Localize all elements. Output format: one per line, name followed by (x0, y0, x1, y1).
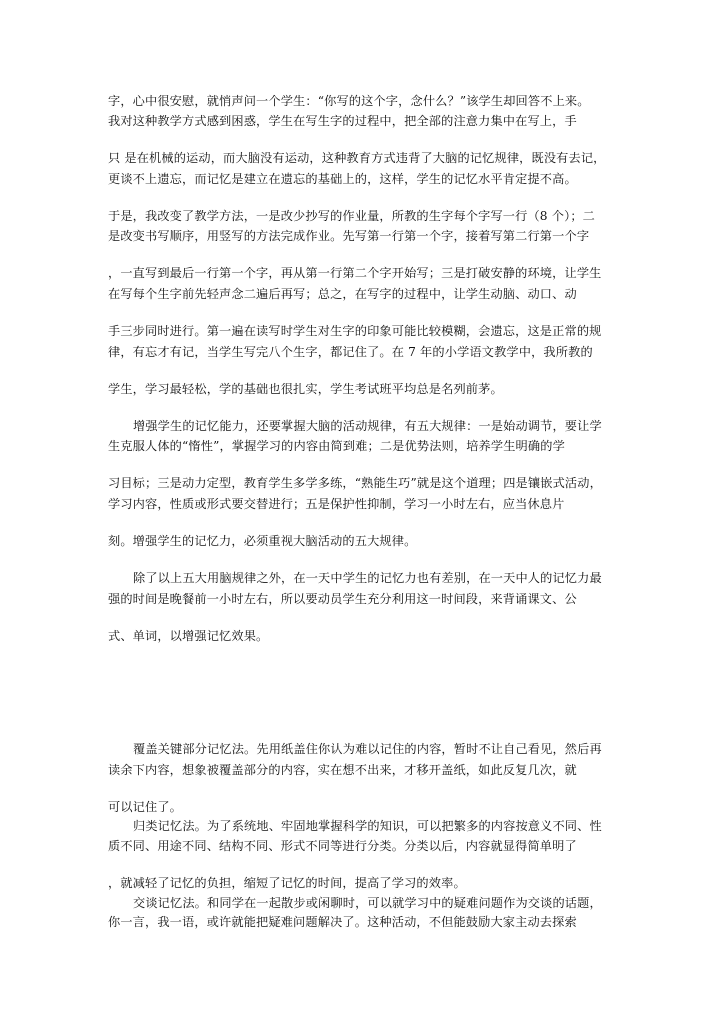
text-line: 刻。增强学生的记忆力，必须重视大脑活动的五大规律。 (108, 534, 417, 548)
text-line: 可以记住了。 (108, 800, 183, 814)
text-line: 归类记忆法。为了系统地、牢固地掌握科学的知识，可以把繁多的内容按意义不同、性 (133, 819, 602, 833)
text-line: ，一直写到最后一行第一个字，再从第一行第二个字开始写；三是打破安静的环境，让学生 (108, 266, 602, 280)
text-line: 质不同、用途不同、结构不同、形式不同等进行分类。分类以后，内容就显得简单明了 (108, 839, 577, 853)
text-line: 生克服人体的“惰性”，掌握学习的内容由简到难；二是优势法则，培养学生明确的学 (108, 439, 565, 453)
text-line: 覆盖关键部分记忆法。先用纸盖住你认为难以记住的内容，暂时不让自己看见，然后再 (133, 742, 602, 756)
text-line: 式、单词，以增强记忆效果。 (108, 629, 269, 643)
text-line: 你一言，我一语，或许就能把疑难问题解决了。这种活动，不但能鼓励大家主动去探索 (108, 915, 577, 929)
text-line: 交谈记忆法。和同学在一起散步或闲聊时，可以就学习中的疑难问题作为交谈的话题， (133, 896, 602, 910)
text-line: 读余下内容，想象被覆盖部分的内容，实在想不出来，才移开盖纸，如此反复几次，就 (108, 763, 577, 777)
text-line: 律，有忘才有记，当学生写完八个生字，都记住了。在 7 年的小学语文教学中，我所教的 (108, 345, 593, 359)
text-line: 学生，学习最轻松，学的基础也很扎实，学生考试班平均总是名列前茅。 (108, 382, 503, 396)
text-line: ，就减轻了记忆的负担，缩短了记忆的时间，提高了学习的效率。 (108, 876, 466, 890)
text-line: 习目标；三是动力定型，教育学生多学多练，“熟能生巧”就是这个道理；四是镶嵌式活动， (108, 476, 602, 490)
text-line: 更谈不上遗忘，而记忆是建立在遗忘的基础上的，这样，学生的记忆水平肯定提不高。 (108, 172, 577, 186)
text-line: 增强学生的记忆能力，还要掌握大脑的活动规律，有五大规律：一是始动调节，要让学 (133, 419, 602, 433)
text-line: 只 是在机械的运动，而大脑没有运动，这种教育方式违背了大脑的记忆规律，既没有去记， (108, 151, 606, 165)
text-line: 强的时间是晚餐前一小时左右，所以要动员学生充分利用这一时间段，来背诵课文、公 (108, 592, 577, 606)
text-line: 手三步同时进行。第一遍在读写时学生对生字的印象可能比较模糊，会遗忘，这是正常的规 (108, 324, 602, 338)
text-line: 除了以上五大用脑规律之外，在一天中学生的记忆力也有差别，在一天中人的记忆力最 (133, 571, 602, 585)
text-line: 是改变书写顺序，用竖写的方法完成作业。先写第一行第一个字，接着写第二行第一个字 (108, 229, 590, 243)
text-line: 在写每个生字前先轻声念二遍后再写；总之，在写字的过程中，让学生动脑、动口、动 (108, 287, 577, 301)
text-line: 学习内容，性质或形式要交替进行；五是保护性抑制，学习一小时左右，应当休息片 (108, 497, 565, 511)
text-line: 我对这种教学方式感到困惑，学生在写生字的过程中，把全部的注意力集中在写上，手 (108, 114, 577, 128)
text-line: 字，心中很安慰，就悄声问一个学生：“你写的这个字，念什么？”该学生却回答不上来。 (108, 94, 590, 108)
text-line: 于是，我改变了教学方法，一是改少抄写的作业量，所教的生字每个字写一行（8 个）；二 (108, 209, 595, 223)
